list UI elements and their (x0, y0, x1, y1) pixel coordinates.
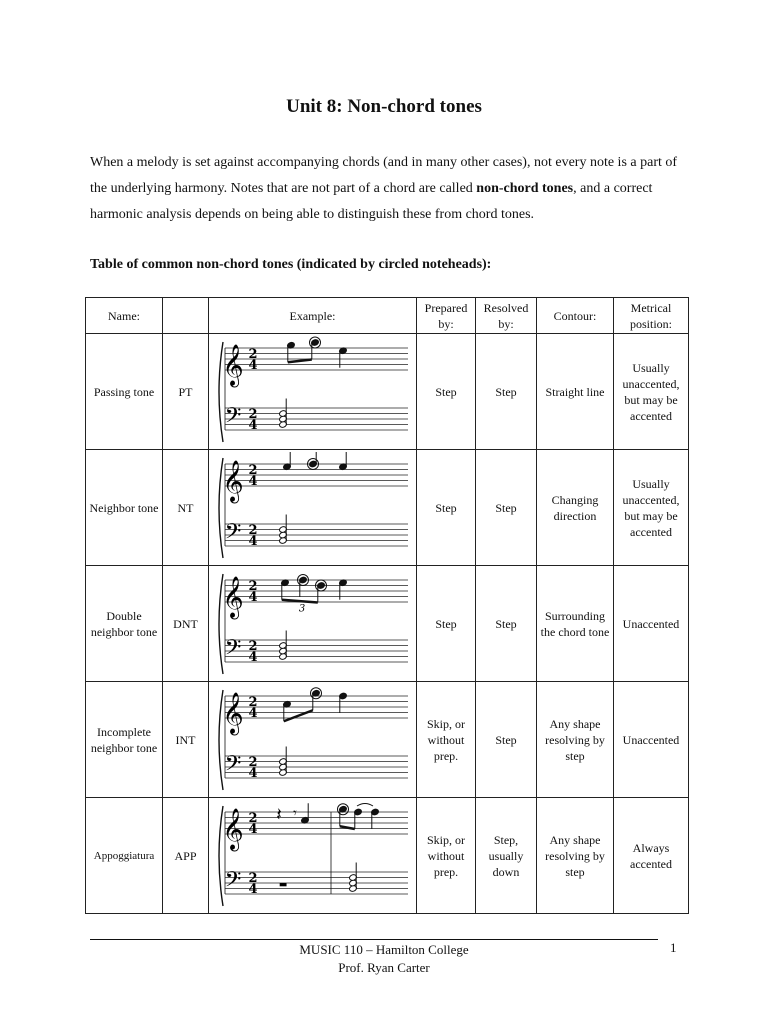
row-metrical: Usually unaccented, but may be accented (614, 334, 689, 450)
row-metrical: Usually unaccented, but may be accented (614, 450, 689, 566)
time-signature-top: 2 (247, 578, 258, 594)
time-signature-top: 2 (247, 694, 258, 710)
row-abbr: APP (163, 798, 209, 914)
row-example (209, 798, 417, 914)
row-example (209, 334, 417, 450)
row-contour: Any shape resolving by step (537, 798, 614, 914)
music-example-nt (213, 452, 413, 564)
footer-rule (90, 939, 658, 940)
table-row (86, 682, 689, 798)
row-example (209, 450, 417, 566)
footer-course: MUSIC 110 – Hamilton College (299, 942, 469, 957)
bass-clef-icon: 𝄢 (224, 867, 241, 897)
row-resolved: Step (476, 450, 537, 566)
row-abbr: INT (163, 682, 209, 798)
row-name: Passing tone (86, 334, 163, 450)
row-name: Double neighbor tone (86, 566, 163, 682)
treble-clef-icon: 𝄞 (221, 576, 244, 618)
row-prepared: Step (417, 450, 476, 566)
treble-clef-icon: 𝄞 (221, 808, 244, 850)
time-signature-bottom: 4 (247, 589, 258, 605)
intro-bold-term: non-chord tones (476, 181, 574, 196)
row-metrical: Unaccented (614, 682, 689, 798)
row-prepared: Step (417, 334, 476, 450)
music-example-pt (213, 336, 413, 448)
treble-clef-icon: 𝄞 (221, 344, 244, 386)
time-signature-top: 2 (247, 406, 258, 422)
time-signature-top: 2 (247, 462, 258, 478)
row-name: Appoggiatura (86, 798, 163, 914)
row-contour: Straight line (537, 334, 614, 450)
page-title: Unit 8: Non-chord tones (286, 96, 482, 117)
table-row (86, 334, 689, 450)
row-name: Incomplete neighbor tone (86, 682, 163, 798)
row-metrical: Unaccented (614, 566, 689, 682)
music-example-int (213, 684, 413, 796)
time-signature-bottom: 4 (247, 821, 258, 837)
table-row (86, 798, 689, 914)
table-row (86, 566, 689, 682)
time-signature-top: 2 (247, 754, 258, 770)
non-chord-tones-table (85, 297, 689, 914)
table-heading: Table of common non-chord tones (indicated by circled noteheads): (90, 257, 492, 272)
header-contour: Contour: (537, 298, 614, 334)
header-prepared: Prepared by: (417, 298, 476, 334)
row-prepared: Skip, or without prep. (417, 682, 476, 798)
time-signature-top: 2 (247, 810, 258, 826)
row-prepared: Skip, or without prep. (417, 798, 476, 914)
triplet-mark: 3 (298, 603, 305, 614)
table-row (86, 450, 689, 566)
half-rest-icon: ▬ (278, 879, 287, 890)
treble-clef-icon: 𝄞 (221, 692, 244, 734)
bass-clef-icon: 𝄢 (224, 519, 241, 549)
beam (287, 359, 311, 362)
header-abbr (163, 298, 209, 334)
time-signature-bottom: 4 (247, 473, 258, 489)
eighth-rest-icon: 𝄾 (292, 805, 297, 821)
row-metrical: Always accented (614, 798, 689, 914)
time-signature-bottom: 4 (247, 881, 258, 897)
time-signature-top: 2 (247, 346, 258, 362)
row-name: Neighbor tone (86, 450, 163, 566)
time-signature-bottom: 4 (247, 417, 258, 433)
intro-paragraph (90, 150, 690, 228)
music-example-app (213, 800, 413, 912)
row-abbr: PT (163, 334, 209, 450)
table-header-row (86, 298, 689, 334)
treble-clef-icon: 𝄞 (221, 460, 244, 502)
intro-text: When a melody is set against accompanying chords (and in many other cases), not every note is a part of the underlying harmony. Notes that are not part of a chord are called (90, 155, 678, 196)
row-resolved: Step (476, 566, 537, 682)
page-number: 1 (670, 940, 677, 955)
header-metrical: Metrical position: (614, 298, 689, 334)
header-example: Example: (209, 298, 417, 334)
bass-clef-icon: 𝄢 (224, 635, 241, 665)
bass-clef-icon: 𝄢 (224, 403, 241, 433)
time-signature-bottom: 4 (247, 357, 258, 373)
time-signature-top: 2 (247, 870, 258, 886)
time-signature-top: 2 (247, 638, 258, 654)
quarter-rest-icon: 𝄽 (275, 803, 282, 825)
row-resolved: Step (476, 682, 537, 798)
music-example-dnt (213, 568, 413, 680)
beam (283, 710, 312, 721)
time-signature-top: 2 (247, 522, 258, 538)
time-signature-bottom: 4 (247, 533, 258, 549)
row-prepared: Step (417, 566, 476, 682)
time-signature-bottom: 4 (247, 705, 258, 721)
header-resolved: Resolved by: (476, 298, 537, 334)
row-resolved: Step (476, 334, 537, 450)
row-example (209, 566, 417, 682)
time-signature-bottom: 4 (247, 765, 258, 781)
tie (357, 803, 373, 806)
bass-clef-icon: 𝄢 (224, 751, 241, 781)
intro-text-end: , and a correct harmonic analysis depends on being able to distinguish these from chord tones. (90, 181, 653, 222)
row-abbr: NT (163, 450, 209, 566)
row-resolved: Step, usually down (476, 798, 537, 914)
row-abbr: DNT (163, 566, 209, 682)
footer (0, 941, 768, 977)
header-name: Name: (86, 298, 163, 334)
row-contour: Changing direction (537, 450, 614, 566)
row-example (209, 682, 417, 798)
row-contour: Surrounding the chord tone (537, 566, 614, 682)
row-contour: Any shape resolving by step (537, 682, 614, 798)
time-signature-bottom: 4 (247, 649, 258, 665)
footer-author: Prof. Ryan Carter (338, 960, 430, 975)
